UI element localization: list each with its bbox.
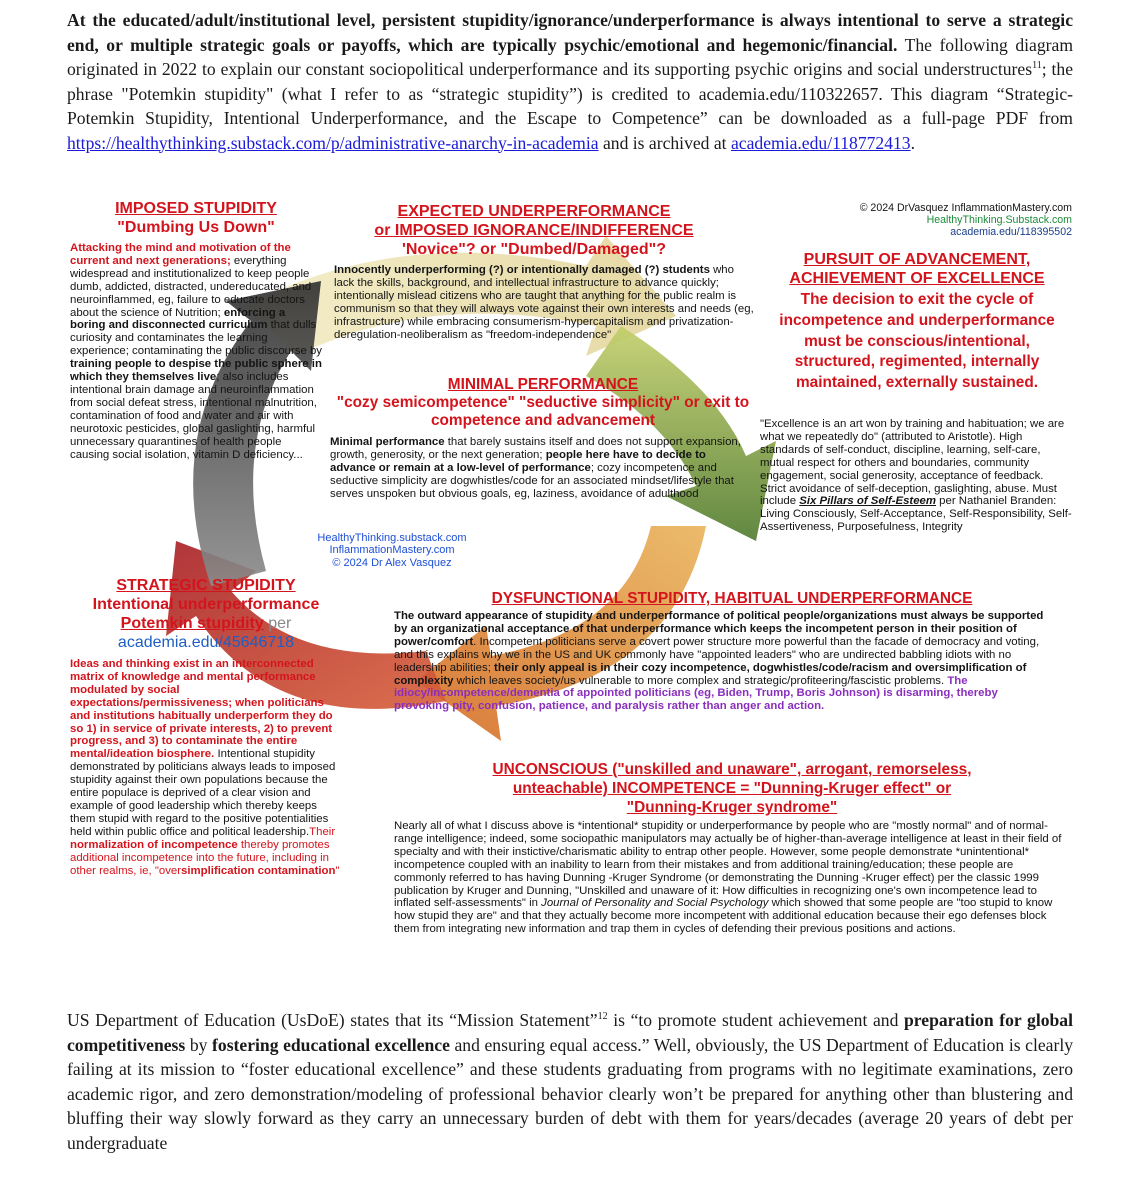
imposed-stupidity-text (70, 242, 322, 461)
pursuit-subtitle: The decision to exit the cycle of incompetence and underperformance must be conscious/intentional, structured, regimented, internally maintained, externally sustained. (779, 291, 1055, 392)
imposed-stupidity-subtitle: "Dumbing Us Down" (117, 219, 275, 236)
imposed-t1: everything widespread and institutionalized to keep people dumb, addicted, distracted, undereducated, and neuroinflammed, eg, failure to educate doctors about the science of Nutrition; (70, 254, 312, 319)
strategic-academia-link[interactable]: academia.edu/45646718 (117, 634, 295, 651)
intro-bold-lead: At the educated/adult/institutional level, persistent stupidity/ignorance/underperformance is always intentional to serve a strategic end, or multiple strategic goals or payoffs, which are typically psychic/emotional and hegemonic/financial. (67, 10, 1073, 55)
pursuit-block (764, 250, 1070, 394)
bottom-paragraph (67, 1008, 1073, 1155)
imposed-stupidity-block (76, 200, 316, 237)
strategic-title: STRATEGIC STUPIDITY (116, 577, 296, 594)
credits-line-1: © 2024 DrVasquez InflammationMastery.com (859, 202, 1072, 214)
bottom-t2: is “to promote student achievement and (607, 1010, 905, 1030)
credits-line-3[interactable]: academia.edu/118395502 (950, 226, 1072, 238)
footnote-11[interactable]: 11 (1032, 60, 1042, 72)
expected-subtitle: 'Novice"? or "Dumbed/Damaged"? (402, 241, 666, 258)
strategic-sub-1: Intentional underperformance (92, 596, 320, 613)
strategic-text (70, 658, 342, 877)
strategic-b2: simplification contamination (181, 864, 336, 877)
dysfunctional-b1: The outward appearance of stupidity and underperformance of political people/organizations must always be supported by an organizational acceptance of that underperformance which keeps the incompetent person in their position of power/comfort (394, 610, 1044, 648)
dysfunctional-b2: their only appeal is in their cozy incompetence, dogwhistles/code/racism and oversimplification of complexity (394, 661, 1027, 687)
six-pillars-title: Six Pillars of Self-Esteem (799, 495, 937, 508)
pursuit-t1: "Excellence is an art won by training and habituation; we are what we repeatedly do" (attributed to Aristotle). High standards of self-conduct, discipline, learning, self-care, mutual respect for others and boundaries, community engagement, social generosity, acceptance of feedback. Strict avoidance of self-deception, gaslighting, abuse. Must include (760, 418, 1065, 508)
dysfunctional-text (394, 610, 1054, 713)
bottom-t4: and ensuring equal access.” Well, obviously, the US Department of Education is clearly failing at its mission to “foster educational excellence” and these students graduating from programs with no legitimate examinations, zero academic rigor, and zero demonstration/modeling of professional behavior clearly won’t be prepared for anything other than blustering and bluffing their way slowly forward as they carry an unnecessary burden of debt with them for years/decades (average 20 years of debt per undergraduate (67, 1034, 1074, 1153)
intro-text-4: . (910, 132, 916, 153)
strategic-per: per (263, 615, 292, 632)
center-credit-line-1[interactable]: HealthyThinking.substack.com (317, 532, 467, 544)
dysfunctional-t1: . Incompetent politicians serve a covert power structure more powerful than the facade of democracy and voting, and this explains why we in the US and UK commonly have "appointed leaders" who are undirected babbling idiots with no leadership abilities; (394, 635, 1040, 674)
imposed-t3: ; also includes intentional brain damage and neuroinflammation from social defeat stress, intentional malnutrition, contamination of food and water and air with neurotoxic pesticides, global gaslighting, harmful unnecessary quarantines of health people causing social isolation, vitamin D deficiency... (70, 371, 317, 461)
unconscious-t1: Nearly all of what I discuss above is *intentional* stupidity or underperformance by people who are "mostly normal" and of normal-range intelligence; indeed, some sociopathic manipulators may actually be of higher-than-average intelligence at least in their field of specialty and with their instictive/charismatic ability to entrap other people. However, some people demonstrate *unintentional* incompetence coupled with an inability to learn from their mistakes and from additional training/education; these people are commonly referred to has having Dunning -Kruger Syndrome (or demonstrating the Dunning -Kruger effect) per the classic 1999 publication by Kruger and Dunning, "Unskilled and unaware of it: How difficulties in recognizing one's own incompetence lead to inflated self-assessments" in (394, 820, 1062, 910)
minimal-text (330, 436, 748, 501)
substack-link[interactable]: https://healthythinking.substack.com/p/administrative-anarchy-in-academia (67, 132, 599, 153)
expected-title-1: EXPECTED UNDERPERFORMANCE (397, 203, 671, 220)
unconscious-text (394, 820, 1064, 936)
imposed-lead: Attacking the mind and motivation of the current and next generations; (70, 242, 291, 267)
center-credit-line-2[interactable]: InflammationMastery.com (329, 544, 455, 557)
expected-title-2: or IMPOSED IGNORANCE/INDIFFERENCE (374, 222, 694, 239)
cycle-arrow-green (586, 326, 776, 541)
minimal-performance-block (328, 376, 758, 430)
dysfunctional-p1: The idiocy/incompetence/dementia of appointed politicians (eg, Biden, Trump, Boris Johnson) is disarming, thereby provoking pity, confusion, patience, and paralysis rather than anger and action. (394, 674, 998, 713)
strategic-b1: normalization of incompetence (70, 838, 238, 851)
strategic-r2: thereby promotes additional incompetence into the future, including in other realms, ie, "over (70, 838, 330, 877)
bottom-t1: US Department of Education (UsDoE) states that its “Mission Statement” (67, 1010, 598, 1030)
minimal-t2: ; cozy incompetence and seductive simplicity are dogwhistles/code for an associated mindset/lifestyle that serves unspoken but obvious goals, eg, laziness, avoidance of adulthood (330, 461, 734, 500)
center-credit (292, 532, 492, 569)
pursuit-text (760, 418, 1072, 534)
journal-title: Journal of Personality and Social Psychology (541, 897, 769, 910)
academia-link[interactable]: academia.edu/118772413 (730, 132, 911, 153)
expected-t1: who lack the skills, background, and intellectual infrastructure to advance quickly; intentionally mislead citizens who are taught that anything for the public realm is communism so that they will always vote against their own interests and needs (eg, infrastructure) while embracing consumerism-hypercapitalism and privatization-deregulation-neoliberalism as "freedom-independence" (334, 264, 754, 341)
strategic-sub-2: Potemkin stupidity (120, 615, 264, 632)
imposed-t2: that dulls curiosity and contaminates the learning experience; contaminating the public discourse by (70, 319, 323, 358)
pursuit-title-1: PURSUIT OF ADVANCEMENT, (803, 251, 1031, 268)
bottom-b1: preparation for global competitiveness (67, 1010, 1073, 1055)
unconscious-block (392, 760, 1072, 817)
expected-b1: Innocently underperforming (?) or intentionally damaged (?) students (334, 264, 710, 276)
imposed-b2: training people to despise the public sphere in which they themselves live (70, 358, 322, 384)
center-credit-line-3: © 2024 Dr Alex Vasquez (332, 556, 452, 569)
strategic-lead: Ideas and thinking exist in an interconnected matrix of knowledge and mental performance modulated by social expectations/permissiveness; when politicians and institutions habitually underperform they do so 1) in service of private interests, 2) to prevent progress, and 3) to contaminate the entire mental/ideation biosphere. (70, 658, 333, 761)
strategic-t1: Intentional stupidity demonstrated by politicians always leads to imposed stupidity against their own populations because the entire populace is deprived of a clear vision and example of good leadership which thereby keeps them stupid with regard to the positive potentialities held within public office and political leadership. (70, 748, 336, 838)
footnote-12[interactable]: 12 (597, 1011, 608, 1023)
intro-text-3: and is archived at (598, 132, 731, 153)
imposed-stupidity-title: IMPOSED STUPIDITY (115, 200, 277, 217)
pursuit-t2: per Nathaniel Branden: Living Consciously, Self-Acceptance, Self-Responsibility, Self-Assertiveness, Purposefulness, Integrity (760, 495, 1072, 534)
unconscious-title-3: "Dunning-Kruger syndrome" (626, 799, 838, 816)
minimal-b2: people here have to decide to advance or remain at a low-level of performance (330, 448, 706, 474)
copyright-credits (826, 202, 1072, 238)
dysfunctional-t2: which leaves society/us vulnerable to more complex and strategic/profiteering/fascistic problems. (453, 674, 948, 687)
bottom-b2: fostering educational excellence (212, 1034, 450, 1055)
minimal-subtitle: "cozy semicompetence" "seductive simplicity" or exit to competence and advancement (336, 394, 750, 429)
minimal-b1: Minimal performance (330, 436, 445, 448)
unconscious-title-2: unteachable) INCOMPETENCE = "Dunning-Kruger effect" or (512, 780, 952, 797)
intro-text-2: ; the phrase "Potemkin stupidity" (what I refer to as “strategic stupidity”) is credited to academia.edu/110322657. This diagram “Strategic-Potemkin Stupidity, Intentional Underperformance, and the Escape to Competence” can be downloaded as a full-page PDF from (67, 59, 1074, 128)
expected-underperformance-block (334, 202, 734, 259)
stupidity-cycle-diagram (66, 196, 1074, 986)
intro-text-1: The following diagram originated in 2022 to explain our constant sociopolitical underperformance and its supporting psychic origins and social understructures (67, 34, 1074, 79)
bottom-t3: by (185, 1034, 213, 1055)
dysfunctional-title: DYSFUNCTIONAL STUPIDITY, HABITUAL UNDERPERFORMANCE (491, 590, 973, 607)
unconscious-title-1: UNCONSCIOUS ("unskilled and unaware", arrogant, remorseless, (492, 761, 972, 778)
expected-text (334, 264, 754, 341)
strategic-r1: Their (309, 825, 336, 838)
intro-paragraph (67, 8, 1073, 155)
minimal-t1: that barely sustains itself and does not support expansion, growth, generosity, or the next generation; (330, 436, 741, 461)
unconscious-t2: which showed that some people are "too stupid to know how stupid they are" and that they actually become more incompetent with additional education because their ego defenses block them from integrating new information and trap them in cycles of defending their previous positions and actions. (394, 897, 1053, 936)
pursuit-title-2: ACHIEVEMENT OF EXCELLENCE (789, 270, 1045, 287)
strategic-stupidity-block (70, 576, 342, 652)
minimal-title: MINIMAL PERFORMANCE (447, 376, 639, 393)
dysfunctional-block (392, 590, 1072, 608)
imposed-b1: enforcing a boring and disconnected curriculum (70, 306, 286, 332)
credits-line-2[interactable]: HealthyThinking.Substack.com (926, 214, 1072, 226)
strategic-r3: " (335, 864, 340, 877)
